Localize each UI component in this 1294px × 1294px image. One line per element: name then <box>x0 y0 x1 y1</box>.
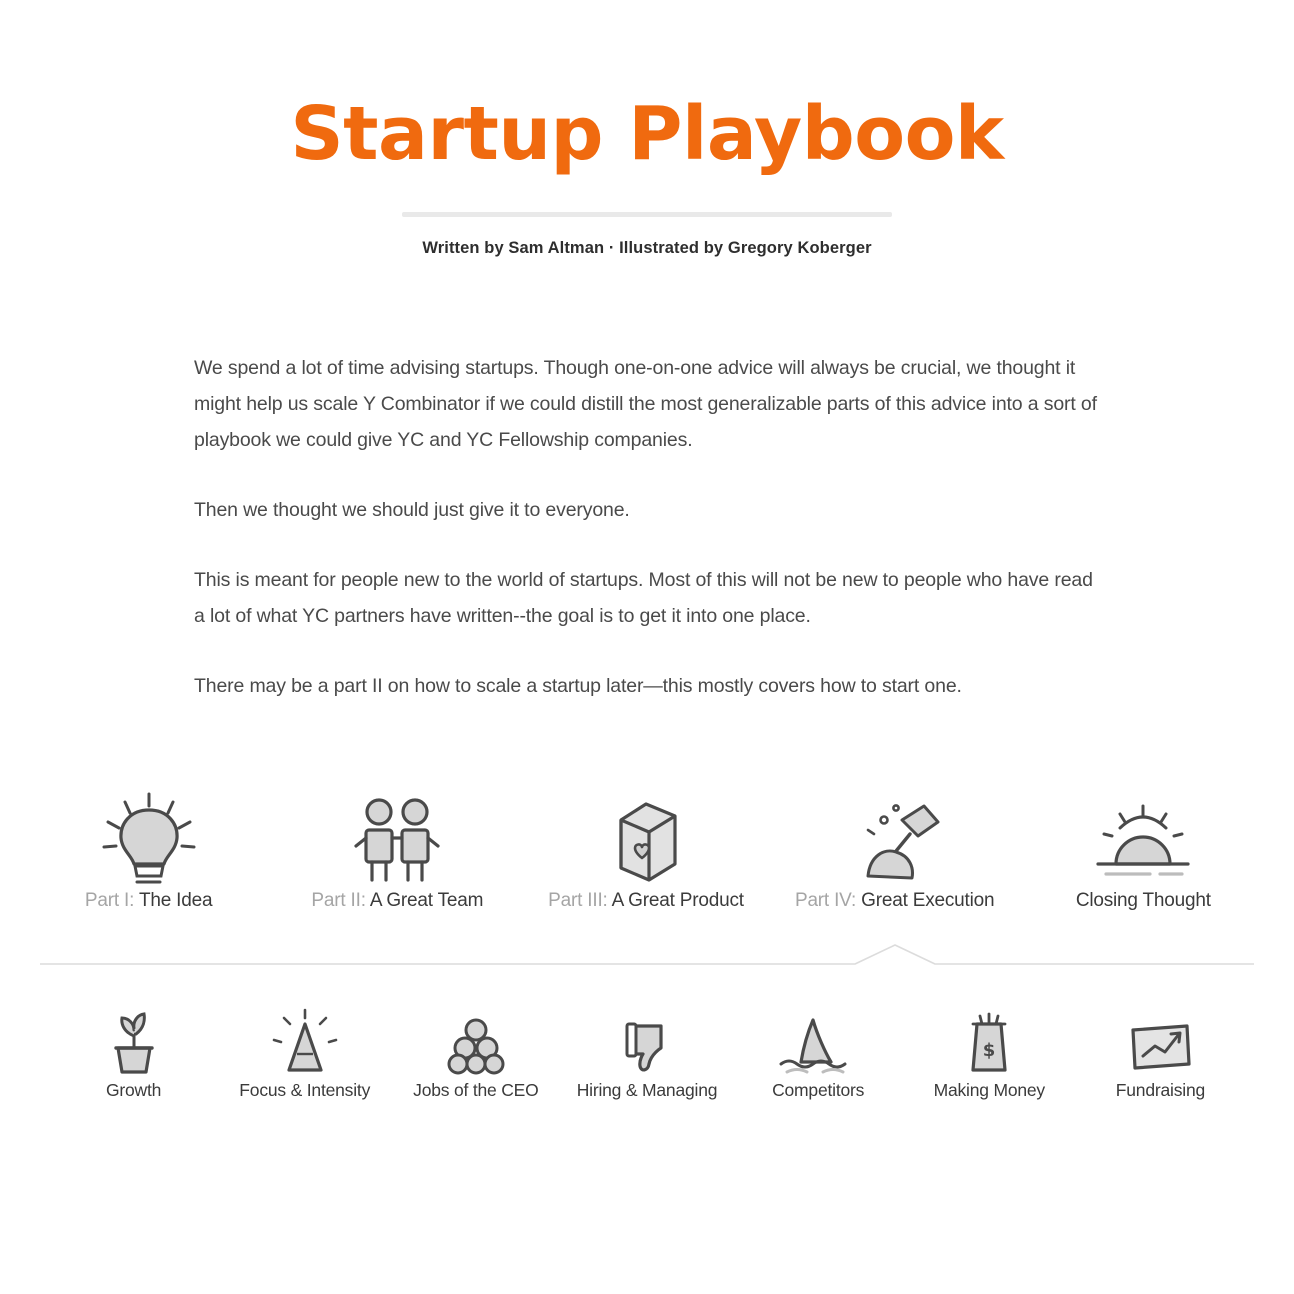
nav-label: Hiring & Managing <box>576 1080 718 1101</box>
nav-part: Part I: <box>84 890 135 912</box>
nav-item-a-great-team[interactable] <box>281 786 514 912</box>
nav-label <box>311 890 483 911</box>
chart-up-icon <box>1075 1000 1246 1080</box>
title-divider <box>402 212 892 217</box>
nav-item-closing-thought[interactable] <box>1027 786 1260 912</box>
intro-paragraph-4: There may be a part II on how to scale a startup later—this mostly covers how to start one. <box>194 675 962 698</box>
svg-text:$: $ <box>983 1040 996 1062</box>
nav-title: The Idea <box>138 890 213 912</box>
nav-item-a-great-product[interactable] <box>529 786 762 912</box>
hammer-rock-icon <box>778 786 1011 890</box>
nav-item-competitors[interactable] <box>733 1000 904 1101</box>
nav-label: Competitors <box>772 1080 865 1101</box>
nav-label: Growth <box>105 1080 162 1101</box>
nav-title: Closing Thought <box>1075 890 1211 912</box>
money-bag-icon <box>904 1000 1075 1080</box>
nav-item-focus-intensity[interactable] <box>219 1000 390 1101</box>
two-people-icon <box>281 786 514 890</box>
nav-item-hiring-managing[interactable] <box>561 1000 732 1101</box>
shark-fin-icon <box>733 1000 904 1080</box>
nav-label: Fundraising <box>1115 1080 1206 1101</box>
page-header <box>0 0 1294 258</box>
nav-title: A Great Product <box>611 890 744 912</box>
seedling-pot-icon <box>48 1000 219 1080</box>
megaphone-cone-icon <box>219 1000 390 1080</box>
nav-title: A Great Team <box>369 890 484 912</box>
nav-part: Part IV: <box>794 890 857 912</box>
divider-line <box>0 942 1294 970</box>
nav-part: Part III: <box>548 890 608 912</box>
page-title: Startup Playbook <box>290 91 1004 177</box>
intro-section <box>192 350 1102 704</box>
nav-item-making-money[interactable] <box>904 1000 1075 1101</box>
nav-label <box>548 890 744 911</box>
nav-label: Focus & Intensity <box>239 1080 371 1101</box>
box-heart-icon <box>529 786 762 890</box>
nav-label <box>1076 890 1211 911</box>
lightbulb-icon <box>32 786 265 890</box>
nav-title: Great Execution <box>861 890 995 912</box>
section-divider <box>0 942 1294 970</box>
nav-item-jobs-of-the-ceo[interactable] <box>390 1000 561 1101</box>
intro-paragraph-1: We spend a lot of time advising startups. Though one-on-one advice will always be crucial, we thought it might help us scale Y Combinator if we could distill the most generalizable parts of this advice into a sort of playbook we could give YC and YC Fellowship companies. <box>194 356 1097 451</box>
thumbs-down-icon <box>561 1000 732 1080</box>
byline: Written by Sam Altman · Illustrated by Gregory Koberger <box>422 238 872 257</box>
intro-paragraph-2: Then we thought we should just give it to everyone. <box>194 498 630 521</box>
nav-label: Jobs of the CEO <box>413 1080 539 1101</box>
nav-item-fundraising[interactable] <box>1075 1000 1246 1101</box>
nav-item-the-idea[interactable] <box>32 786 265 912</box>
stacked-spheres-icon <box>390 1000 561 1080</box>
nav-label <box>795 890 994 911</box>
nav-part: Part II: <box>311 890 366 912</box>
intro-paragraph-3: This is meant for people new to the world of startups. Most of this will not be new to people who have read a lot of what YC partners have written--the goal is to get it into one place. <box>194 568 1093 627</box>
sunrise-icon <box>1027 786 1260 890</box>
nav-item-growth[interactable] <box>48 1000 219 1101</box>
nav-label: Making Money <box>933 1080 1045 1101</box>
primary-navigation <box>0 786 1294 912</box>
secondary-navigation <box>0 1000 1294 1101</box>
nav-item-great-execution[interactable] <box>778 786 1011 912</box>
nav-label <box>85 890 212 911</box>
